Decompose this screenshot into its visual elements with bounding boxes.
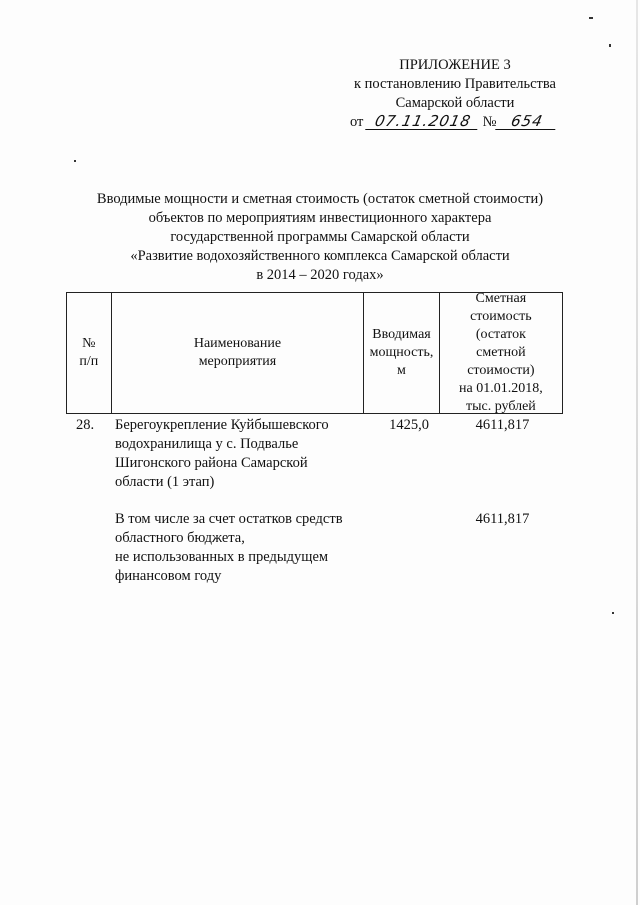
header-text: (остаток bbox=[475, 327, 526, 342]
header-text: тыс. рублей bbox=[465, 399, 536, 414]
handwritten-date: 07.11.2018 bbox=[365, 113, 481, 130]
header-text: Наименование bbox=[193, 336, 282, 351]
header-text: мощность, bbox=[369, 345, 434, 360]
name-line: В том числе за счет остатков средств bbox=[115, 511, 343, 527]
title-line: «Развитие водохозяйственного комплекса Самарской области bbox=[130, 248, 510, 264]
name-line: областного бюджета, bbox=[115, 530, 245, 546]
header-text: сметной bbox=[476, 345, 526, 360]
header-text: Вводимая bbox=[372, 327, 431, 342]
header-text: № bbox=[82, 336, 96, 351]
document-title bbox=[60, 190, 580, 285]
header-text: п/п bbox=[79, 354, 99, 369]
title-line: Вводимые мощности и сметная стоимость (остаток сметной стоимости) bbox=[96, 191, 544, 207]
handwritten-number: 654 bbox=[495, 113, 559, 130]
row-number bbox=[66, 510, 112, 586]
date-prefix: от bbox=[350, 114, 364, 130]
appendix-label: ПРИЛОЖЕНИЕ 3 bbox=[399, 57, 511, 73]
row-cost: 4611,817 bbox=[475, 417, 530, 433]
title-line: государственной программы Самарской области bbox=[170, 229, 470, 245]
scan-speck bbox=[612, 612, 614, 614]
region-name: Самарской области bbox=[395, 95, 515, 111]
header-name bbox=[112, 293, 364, 413]
name-line: водохранилища у с. Подвалье bbox=[115, 436, 299, 452]
name-line: Берегоукрепление Куйбышевского bbox=[115, 417, 329, 433]
resolution-reference: к постановлению Правительства bbox=[354, 76, 556, 92]
header-text: стоимости) bbox=[467, 363, 535, 378]
number-prefix: № bbox=[482, 114, 497, 130]
row-name bbox=[112, 416, 372, 492]
row-name bbox=[112, 510, 372, 586]
name-line: области (1 этап) bbox=[115, 474, 215, 490]
table-row bbox=[66, 510, 563, 586]
header-text: стоимость bbox=[470, 309, 532, 324]
row-capacity: 1425,0 bbox=[389, 417, 429, 433]
scan-speck bbox=[589, 17, 593, 19]
name-line: не использованных в предыдущем bbox=[115, 549, 329, 565]
title-line: в 2014 – 2020 годах» bbox=[256, 267, 384, 283]
header-cost bbox=[440, 293, 562, 413]
title-line: объектов по мероприятиям инвестиционного характера bbox=[148, 210, 492, 226]
header-text: мероприятия bbox=[198, 354, 277, 369]
table-row bbox=[66, 416, 563, 492]
capacity-cost-table bbox=[66, 292, 563, 586]
row-capacity bbox=[372, 510, 442, 586]
header-text: на 01.01.2018, bbox=[459, 381, 543, 396]
row-cost: 4611,817 bbox=[475, 511, 530, 527]
header-number bbox=[67, 293, 112, 413]
appendix-header bbox=[340, 56, 570, 132]
row-number: 28. bbox=[76, 417, 95, 433]
table-header bbox=[66, 292, 563, 414]
date-number-line bbox=[350, 113, 570, 132]
header-text: Сметная bbox=[475, 291, 527, 306]
header-capacity bbox=[364, 293, 440, 413]
name-line: финансовом году bbox=[115, 568, 222, 584]
scan-edge bbox=[636, 0, 638, 905]
header-text: м bbox=[397, 363, 406, 378]
scan-speck bbox=[74, 160, 76, 162]
scan-speck bbox=[609, 44, 611, 47]
name-line: Шигонского района Самарской bbox=[115, 455, 308, 471]
